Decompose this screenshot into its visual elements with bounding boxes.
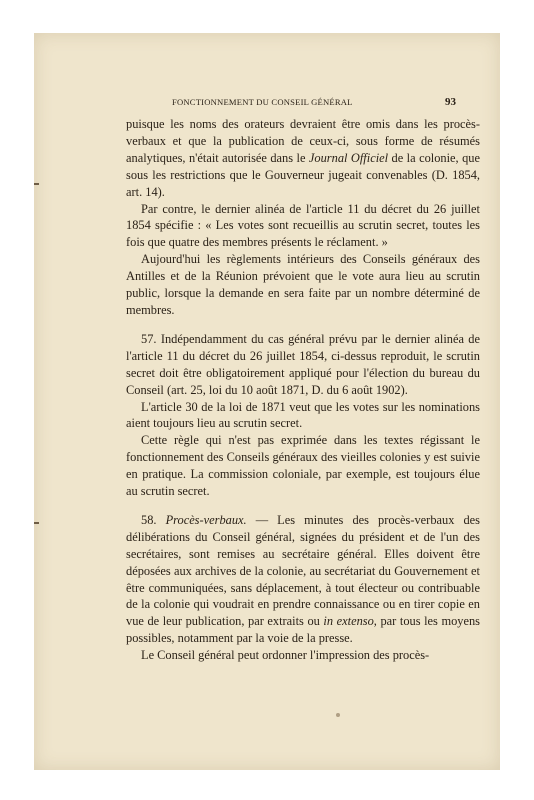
paragraph: L'article 30 de la loi de 1871 veut que les votes sur les nominations aient toujours lieu au scrutin secret. <box>126 399 480 431</box>
paragraph: Le Conseil général peut ordonner l'impression des procès- <box>141 648 430 663</box>
margin-mark <box>34 183 39 185</box>
scanned-page <box>34 33 500 770</box>
paragraph: Aujourd'hui les règlements intérieurs des Conseils généraux des Antilles et de la Réunion prévoient que le vote aura lieu au scrutin public, lorsque la demande en sera faite par un nombre déterminé de membres. <box>126 252 480 317</box>
ink-spot <box>336 713 340 717</box>
section-paragraph: 57. Indépendamment du cas général prévu par le dernier alinéa de l'article 11 du décret du 26 juillet 1854, ci-dessus reproduit, le scrutin secret doit être obligatoirement appliqué pour l'élection du bureau du Conseil (art. 25, loi du 10 août 1871, D. du 6 août 1902). <box>126 331 480 397</box>
body-text <box>126 116 480 664</box>
paragraph: Cette règle qui n'est pas exprimée dans les textes régissant le fonctionnement des Conseils généraux des vieilles colonies y est suivie en pratique. La commission coloniale, par exemple, est toujours élue au scrutin secret. <box>126 433 480 499</box>
paragraph: puisque les noms des orateurs devraient être omis dans les procès-verbaux et que la publication de ceux-ci, sous forme de résumés analytiques, n'était autorisée dans le Journal Officiel de la colonie, que sous les restrictions que le Gouverneur jugeait convenables (D. 1854, art. 14). <box>126 117 480 199</box>
italic-phrase: Journal Officiel <box>308 150 389 165</box>
margin-mark <box>34 522 39 524</box>
paragraph: Par contre, le dernier alinéa de l'article 11 du décret du 26 juillet 1854 spécifie : « Les votes sont recueillis au scrutin secret, toutes les fois que quatre des membres présents le réclament. » <box>126 201 480 250</box>
page-header <box>172 95 456 109</box>
section-paragraph: 58. Procès-verbaux. — Les minutes des procès-verbaux des délibérations du Conseil général, signées du président et de l'un des secrétaires, sont remises au secrétaire général. Elles doivent être déposées aux archives de la colonie, au secrétariat du Gouvernement et être communiquées, sans déplacement, à tout électeur ou contribuable de la colonie qui voudrait en prendre connaissance ou en tirer copie en vue de leur publication, par extraits ou in extenso, par tous les moyens possibles, notamment par la voie de la presse. <box>126 512 480 646</box>
section-title: Procès-verbaux. <box>165 512 247 527</box>
running-title: FONCTIONNEMENT DU CONSEIL GÉNÉRAL <box>172 97 353 107</box>
page-number: 93 <box>445 96 456 108</box>
italic-phrase: in extenso <box>323 614 374 629</box>
